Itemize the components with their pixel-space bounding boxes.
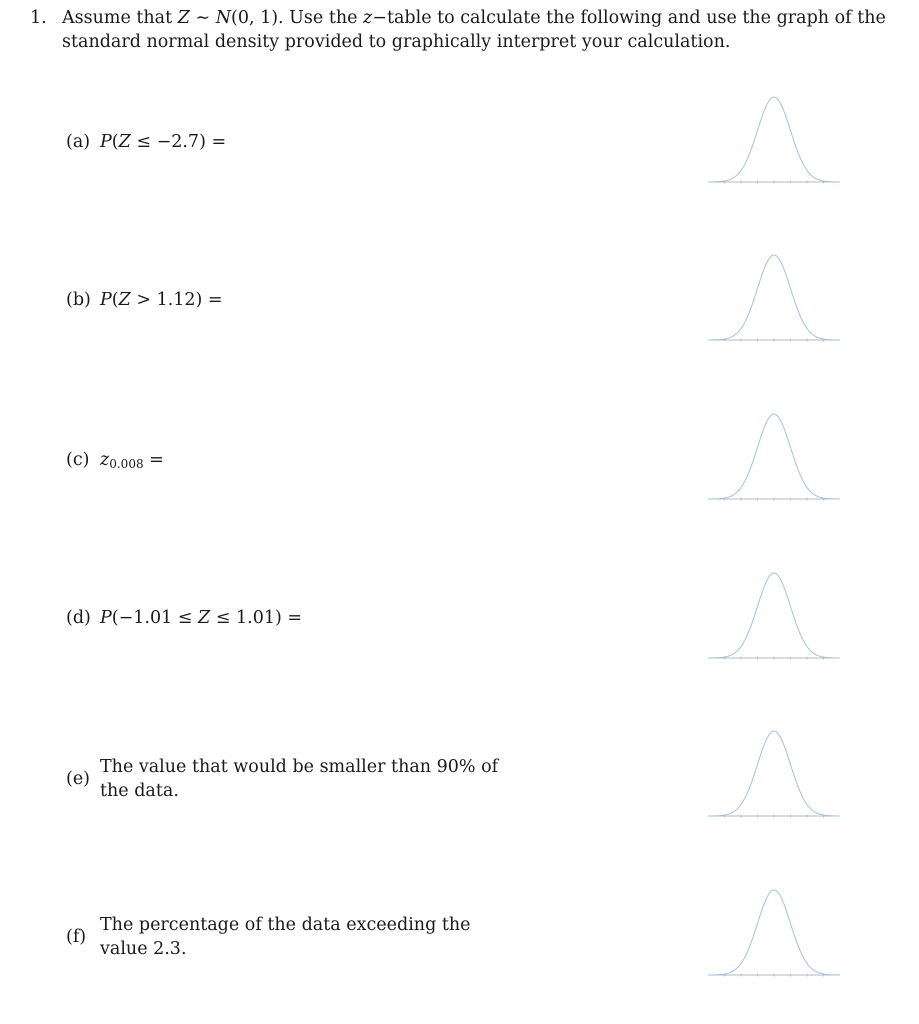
part-a-p: P bbox=[100, 132, 112, 152]
part-d-z: Z bbox=[198, 608, 211, 628]
statement-var-z: Z bbox=[177, 8, 190, 28]
normal-density-curve-icon bbox=[708, 252, 840, 344]
problem-statement bbox=[62, 6, 892, 54]
part-b-z: Z bbox=[118, 290, 131, 310]
part-d-rel: ≤ 1.01) = bbox=[210, 608, 303, 628]
statement-var-n: N bbox=[215, 8, 231, 28]
part-c-sub: 0.008 bbox=[109, 457, 144, 471]
part-e-label: (e) bbox=[66, 769, 91, 789]
normal-density-curve-icon bbox=[708, 728, 840, 820]
density-curve-line bbox=[708, 97, 840, 182]
density-curve-line bbox=[708, 731, 840, 816]
part-b-rel: > 1.12) = bbox=[130, 290, 223, 310]
part-e-text: The value that would be smaller than 90% of the data. bbox=[100, 757, 499, 801]
part-c bbox=[66, 448, 164, 476]
normal-density-curve-icon bbox=[708, 94, 840, 186]
part-e bbox=[66, 755, 506, 803]
density-curve-line bbox=[708, 890, 840, 975]
part-f-text: The percentage of the data exceeding the value 2.3. bbox=[100, 915, 471, 959]
part-d-p: P bbox=[100, 608, 112, 628]
part-a-open: ( bbox=[111, 132, 119, 152]
density-curve-line bbox=[708, 573, 840, 658]
part-b-p: P bbox=[100, 290, 112, 310]
statement-text-2: (0, 1). Use the bbox=[231, 8, 364, 28]
part-c-eq: = bbox=[143, 450, 164, 470]
part-b-open: ( bbox=[111, 290, 119, 310]
problem-number: 1. bbox=[30, 8, 47, 28]
part-b bbox=[66, 288, 223, 312]
density-curve-line bbox=[708, 414, 840, 499]
density-curve-line bbox=[708, 255, 840, 340]
part-c-z: z bbox=[100, 450, 110, 470]
part-a-rel: ≤ −2.7) = bbox=[130, 132, 227, 152]
part-f-label: (f) bbox=[66, 927, 87, 947]
part-d-open: (−1.01 ≤ bbox=[111, 608, 199, 628]
normal-density-curve-icon bbox=[708, 887, 840, 979]
normal-density-curve-icon bbox=[708, 411, 840, 503]
statement-var-z-lower: z bbox=[363, 8, 373, 28]
part-d-label: (d) bbox=[66, 608, 91, 628]
statement-text-3: −table to calculate the following and use the graph of the standard normal density provided to graphically interpret your calculation. bbox=[62, 8, 886, 52]
statement-sim: ∼ bbox=[189, 8, 216, 28]
part-b-label: (b) bbox=[66, 290, 91, 310]
part-c-label: (c) bbox=[66, 450, 90, 470]
part-a-label: (a) bbox=[66, 132, 91, 152]
part-f bbox=[66, 913, 506, 961]
part-d bbox=[66, 606, 302, 630]
part-a bbox=[66, 130, 226, 154]
part-a-z: Z bbox=[118, 132, 131, 152]
statement-text-1: Assume that bbox=[62, 8, 178, 28]
normal-density-curve-icon bbox=[708, 570, 840, 662]
